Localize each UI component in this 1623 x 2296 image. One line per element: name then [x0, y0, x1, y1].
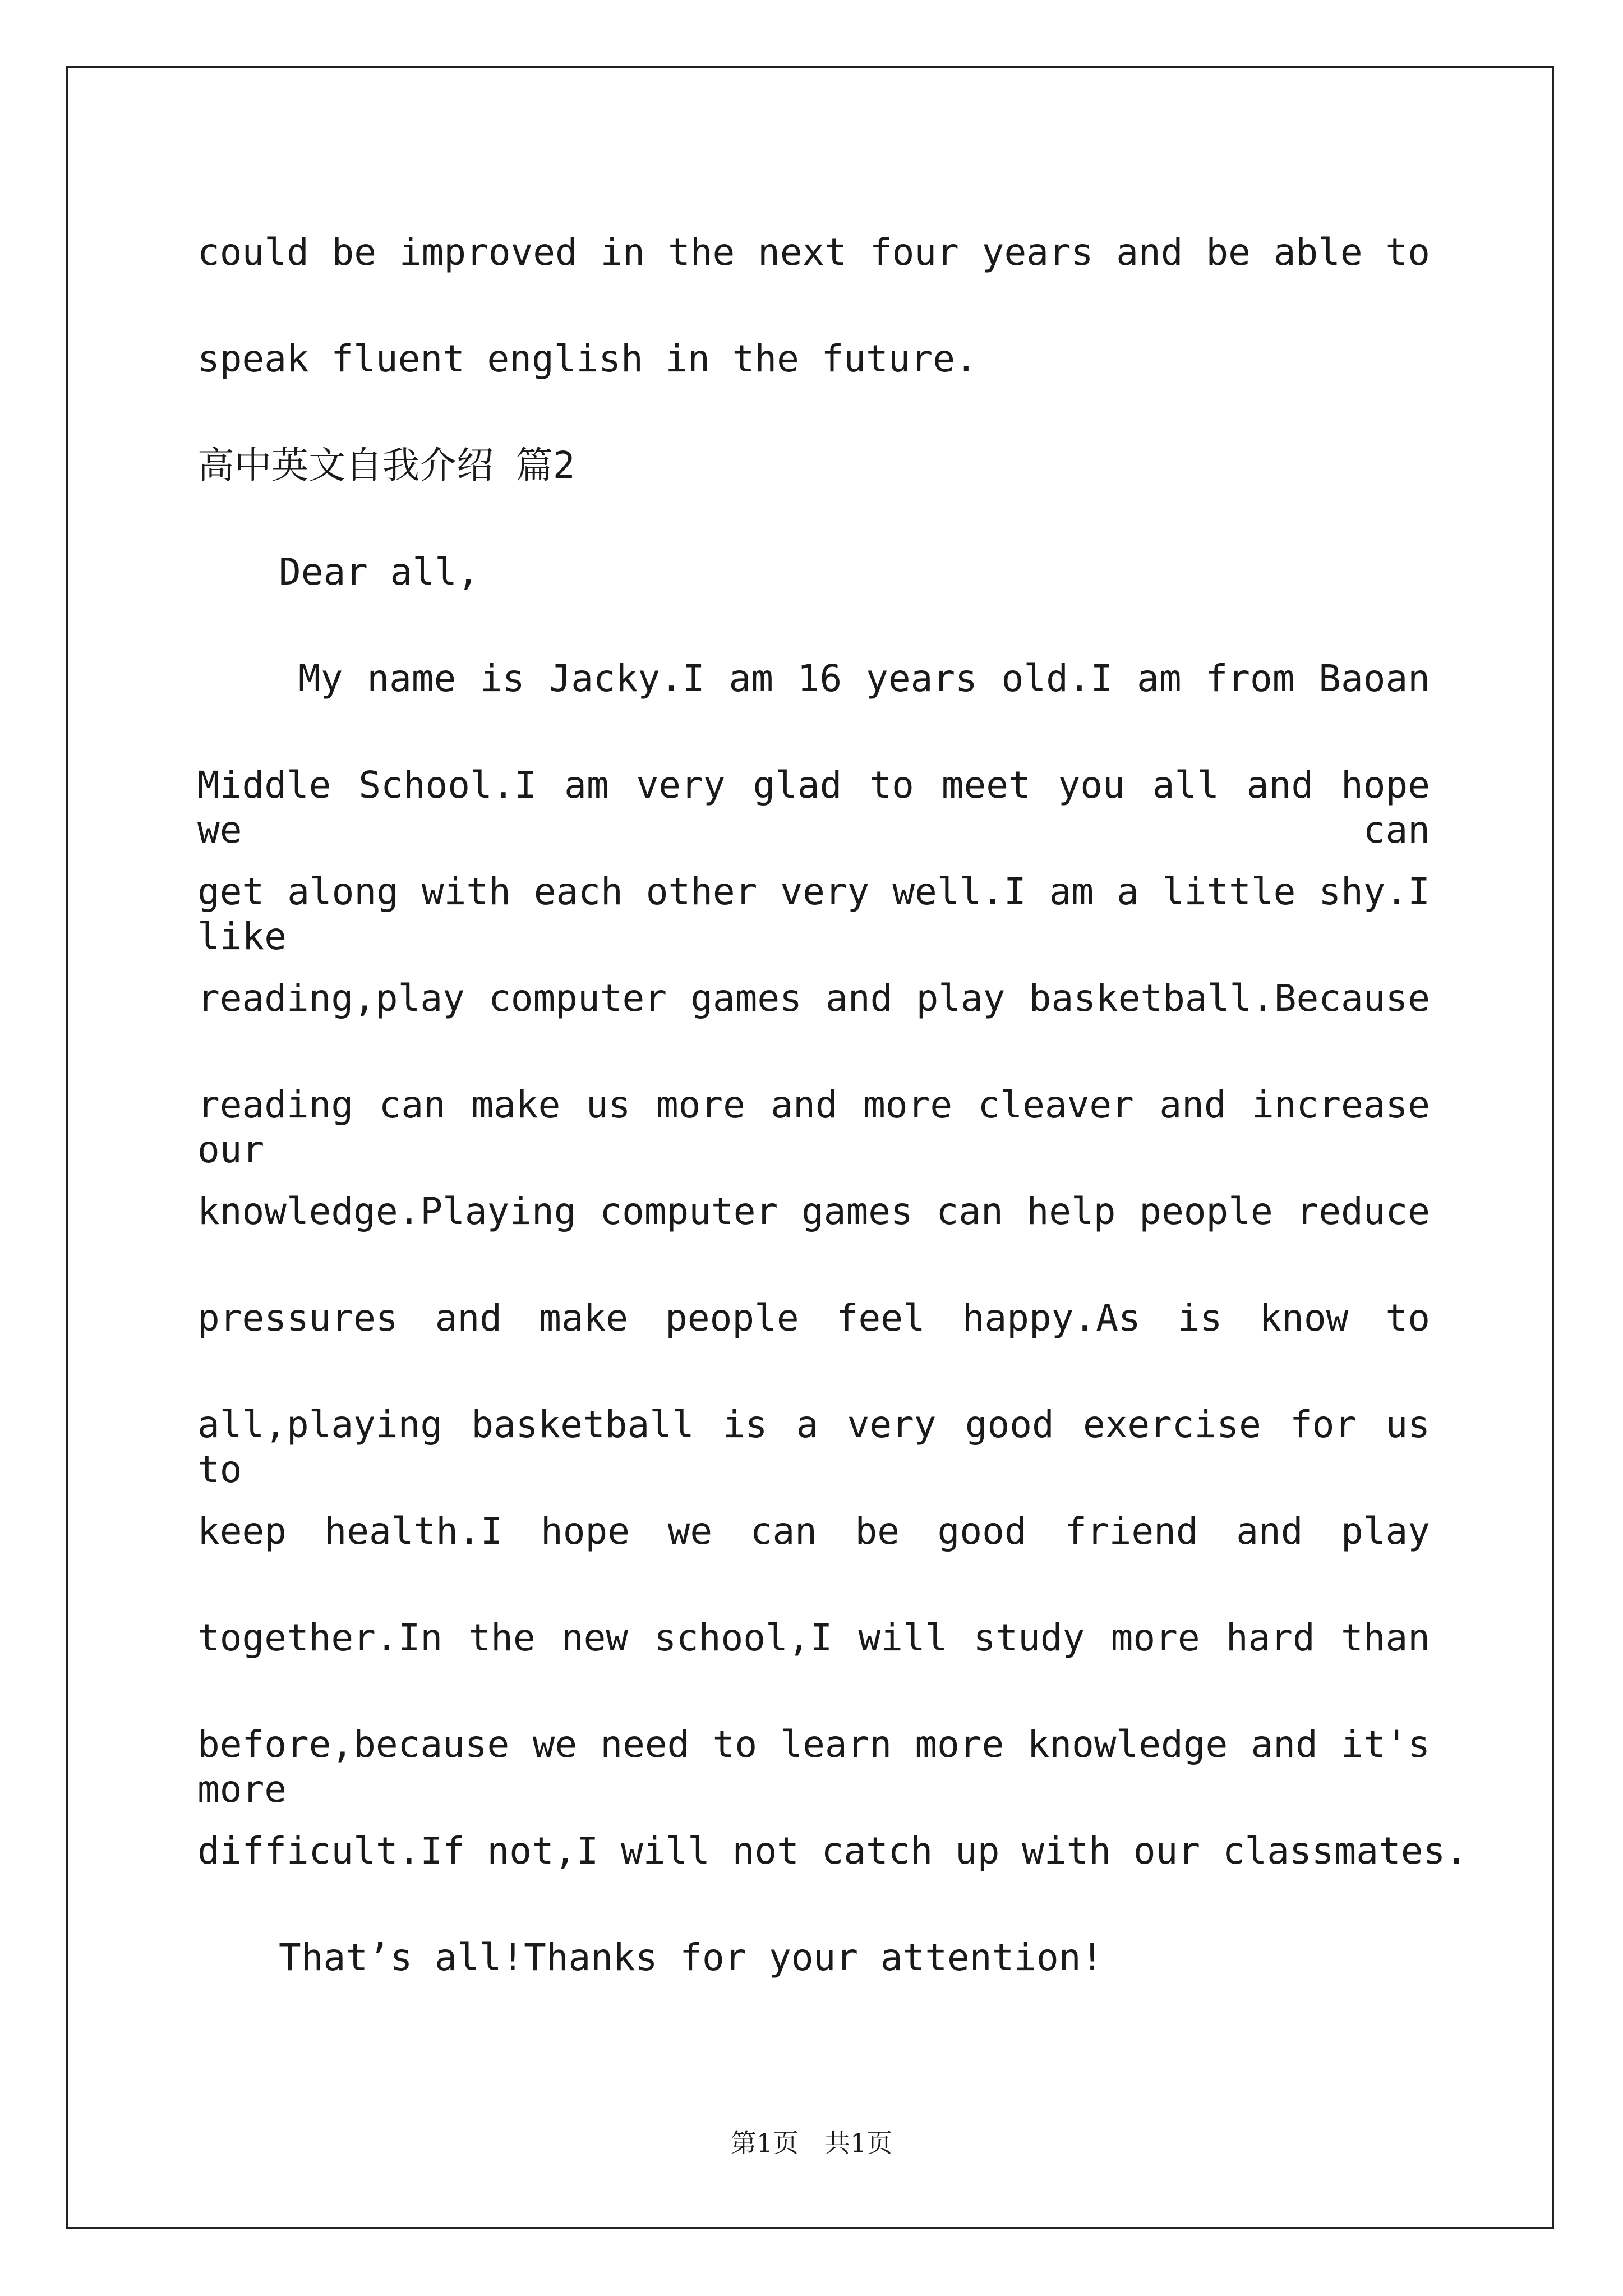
closing-line: That’s all!Thanks for your attention!: [279, 1936, 1104, 1979]
body-line: pressures and make people feel happy.As is know to: [197, 1296, 1430, 1340]
body-line: get along with each other very well.I am a little shy.I like: [197, 870, 1430, 958]
body-line: reading,play computer games and play basketball.Because: [197, 977, 1430, 1020]
body-line: Middle School.I am very glad to meet you all and hope we can: [197, 763, 1430, 852]
body-line: speak fluent english in the future.: [197, 337, 978, 380]
page-number-footer: 第1页 共1页: [730, 2128, 893, 2158]
section-heading: 高中英文自我介绍 篇2: [197, 444, 575, 487]
body-line: My name is Jacky.I am 16 years old.I am from Baoan: [298, 657, 1430, 700]
body-line: keep health.I hope we can be good friend and play: [197, 1510, 1430, 1553]
body-line: reading can make us more and more cleaver and increase our: [197, 1083, 1430, 1171]
body-line: difficult.If not,I will not catch up with our classmates.: [197, 1829, 1468, 1872]
body-line: could be improved in the next four years and be able to: [197, 231, 1430, 274]
body-line: before,because we need to learn more knowledge and it's more: [197, 1723, 1430, 1811]
salutation: Dear all,: [279, 550, 479, 593]
body-line: knowledge.Playing computer games can help people reduce: [197, 1190, 1430, 1233]
body-line: together.In the new school,I will study more hard than: [197, 1616, 1430, 1659]
body-line: all,playing basketball is a very good exercise for us to: [197, 1403, 1430, 1491]
page-border: [66, 66, 1554, 2229]
